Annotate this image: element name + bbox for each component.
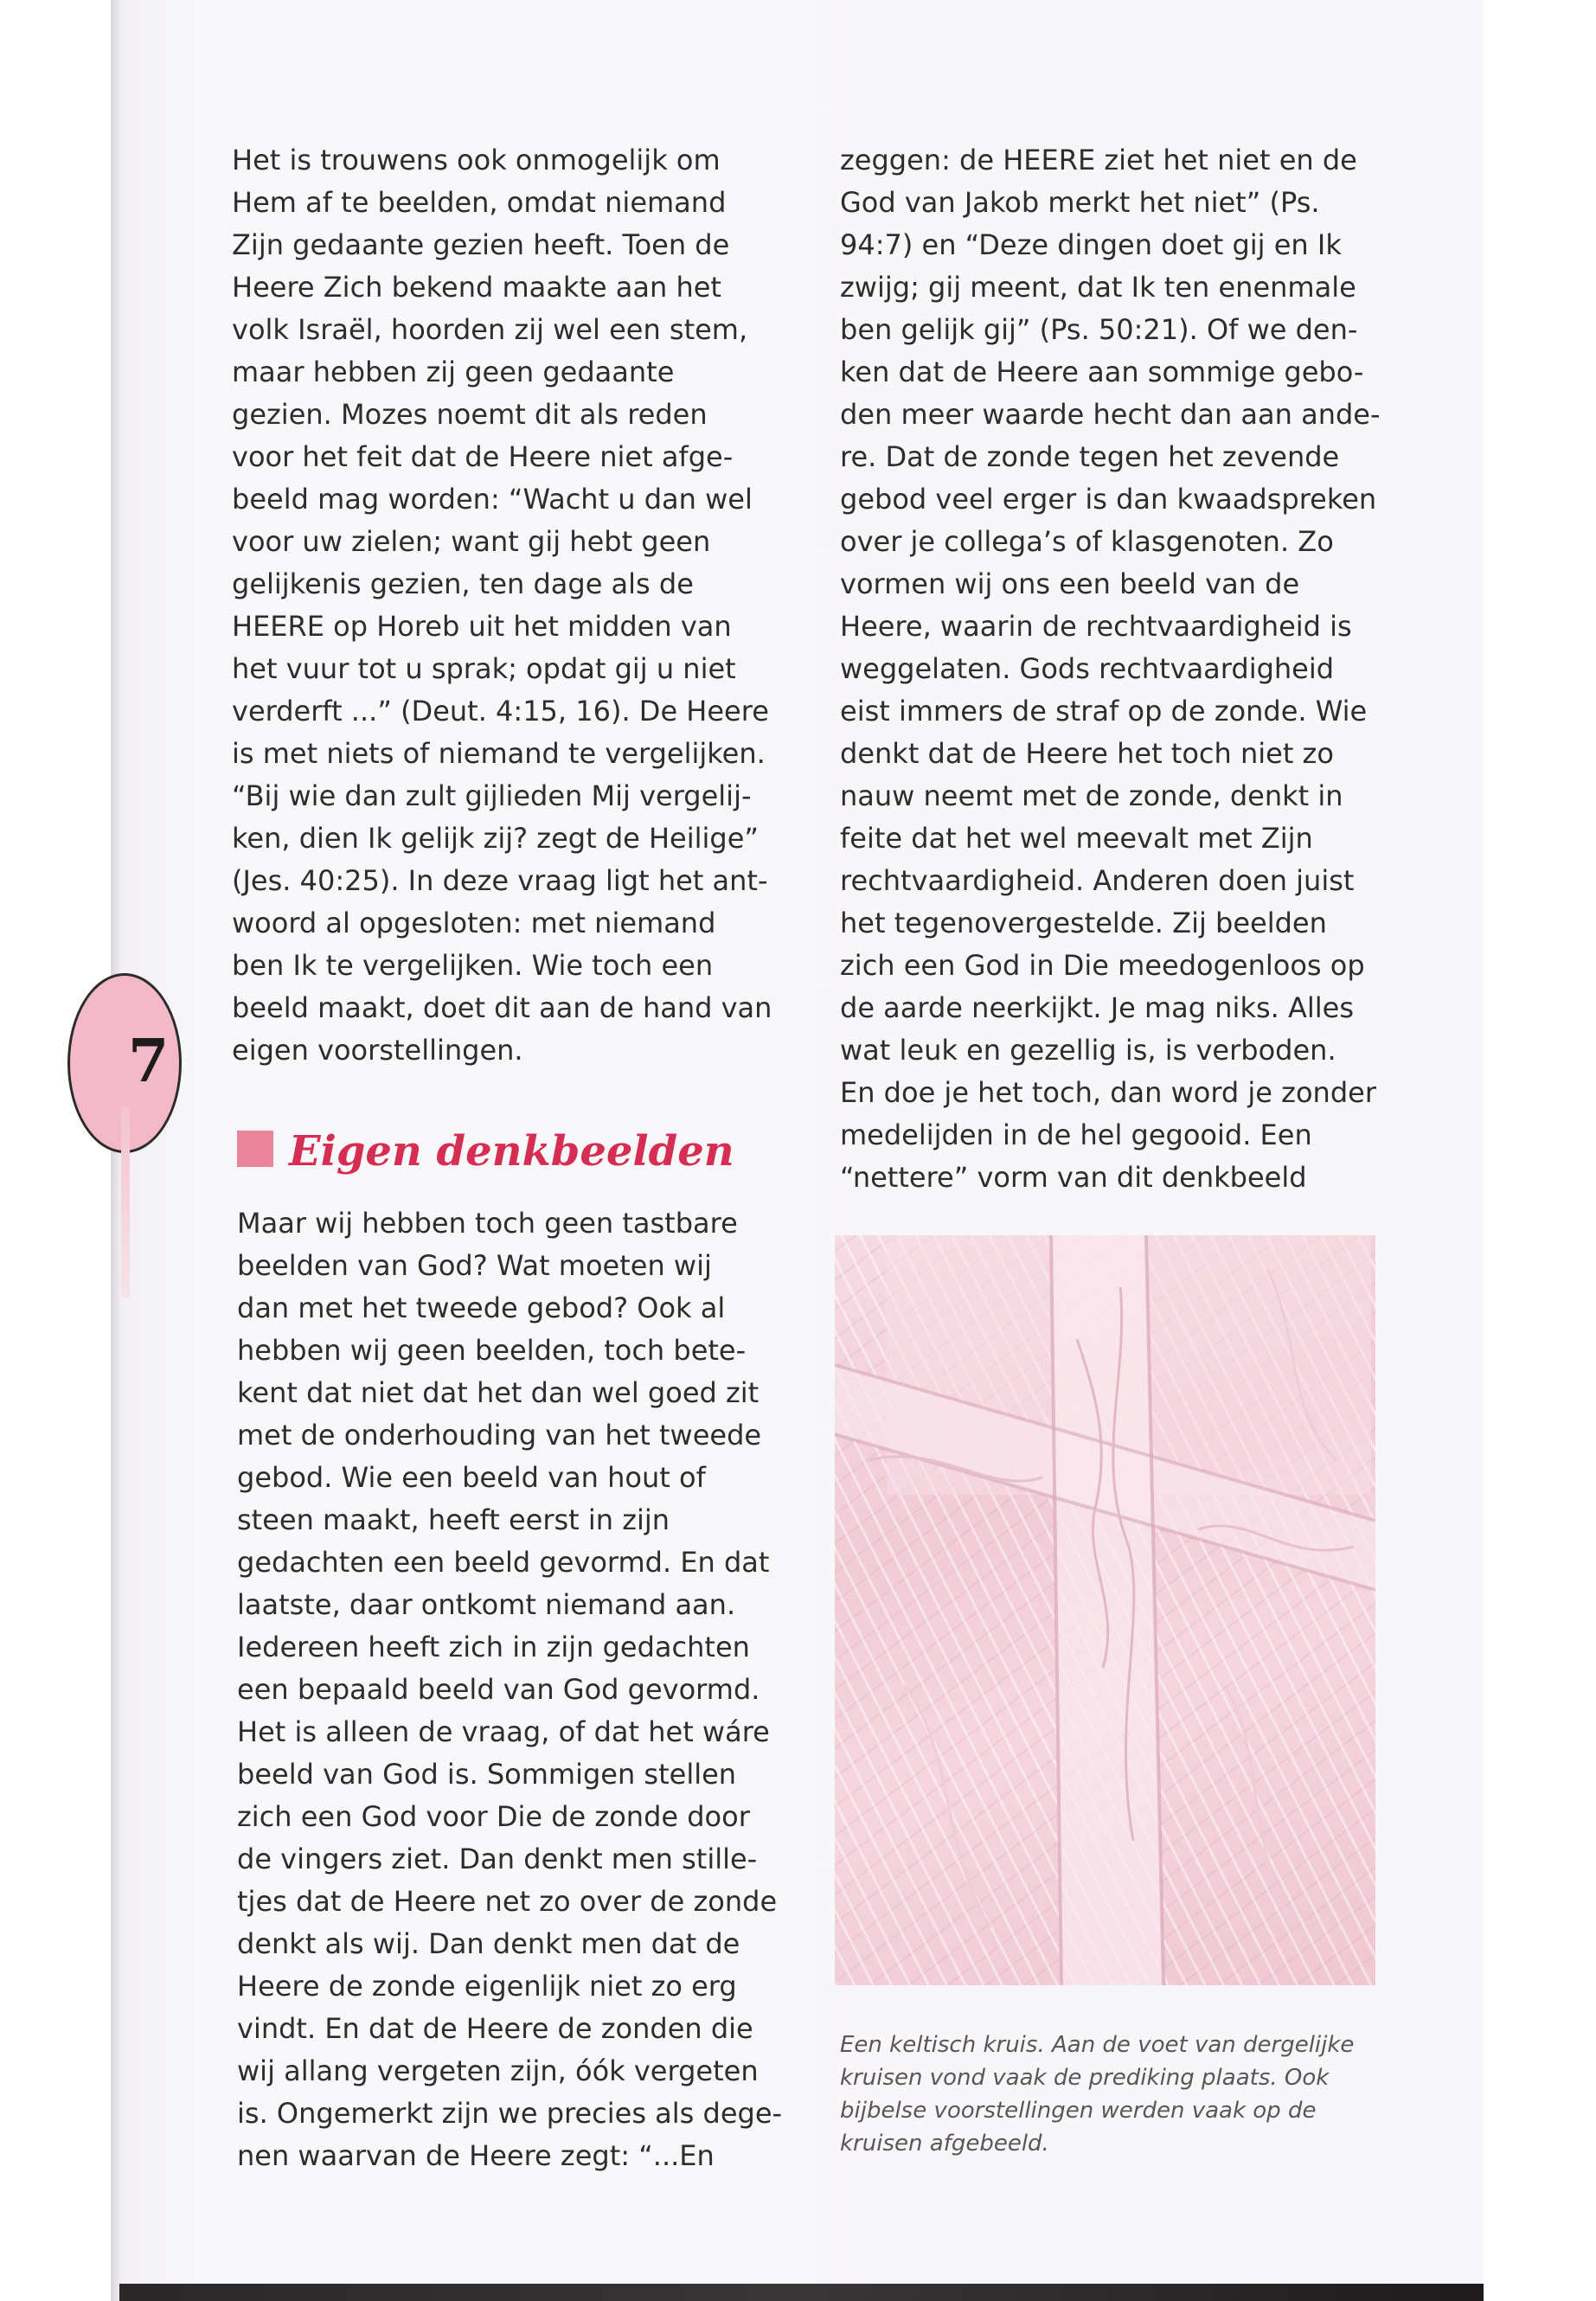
text-line: over je collega’s of klasgenoten. Zo — [840, 525, 1334, 558]
text-line: de aarde neerkijkt. Je mag niks. Alles — [840, 991, 1355, 1024]
text-line: met de onderhouding van het tweede — [237, 1419, 762, 1452]
caption-line: kruisen vond vaak de prediking plaats. Ook — [840, 2065, 1330, 2091]
text-line: beeld maakt, doet dit aan de hand van — [232, 991, 772, 1024]
page-number: 7 — [128, 1027, 170, 1096]
text-line: denkt als wij. Dan denkt men dat de — [237, 1927, 740, 1960]
text-line: Het is alleen de vraag, of dat het wáre — [237, 1715, 770, 1748]
heading-bullet-square — [237, 1131, 273, 1167]
text-line: medelijden in de hel gegooid. Een — [840, 1118, 1312, 1151]
text-line: (Jes. 40:25). In deze vraag ligt het ant- — [232, 864, 768, 897]
text-line: volk Israël, hoorden zij wel een stem, — [232, 313, 748, 346]
text-line: Maar wij hebben toch geen tastbare — [237, 1207, 738, 1240]
text-line: woord al opgesloten: met niemand — [232, 907, 716, 939]
text-line: Heere, waarin de rechtvaardigheid is — [840, 610, 1352, 643]
text-line: Hem af te beelden, omdat niemand — [232, 186, 727, 219]
right-column-text — [840, 139, 1394, 1199]
text-line: Het is trouwens ook onmogelijk om — [232, 144, 721, 176]
page-tab-mask — [0, 0, 55, 2301]
text-line: maar hebben zij geen gedaante — [232, 356, 675, 388]
text-line: rechtvaardigheid. Anderen doen juist — [840, 864, 1355, 897]
text-line: Heere de zonde eigenlijk niet zo erg — [237, 1970, 737, 2003]
text-line: vormen wij ons een beeld van de — [840, 567, 1300, 600]
text-line: den meer waarde hecht dan aan ande- — [840, 398, 1381, 431]
text-line: zich een God voor Die de zonde door — [237, 1800, 750, 1833]
text-line: beeld van God is. Sommigen stellen — [237, 1758, 737, 1791]
text-line: zeggen: de HEERE ziet het niet en de — [840, 144, 1357, 176]
text-line: re. Dat de zonde tegen het zevende — [840, 440, 1340, 473]
text-line: een bepaald beeld van God gevormd. — [237, 1673, 760, 1706]
text-line: nen waarvan de Heere zegt: “...En — [237, 2139, 715, 2172]
text-line: tjes dat de Heere net zo over de zonde — [237, 1885, 778, 1918]
text-line: denkt dat de Heere het toch niet zo — [840, 737, 1334, 770]
text-line: “nettere” vorm van dit denkbeeld — [840, 1161, 1307, 1194]
text-line: ben gelijk gij” (Ps. 50:21). Of we den- — [840, 313, 1358, 346]
caption-line: kruisen afgebeeld. — [840, 2131, 1049, 2157]
text-line: Heere Zich bekend maakte aan het — [232, 271, 721, 304]
text-line: wij allang vergeten zijn, óók vergeten — [237, 2054, 759, 2087]
text-line: verderft ...” (Deut. 4:15, 16). De Heere — [232, 695, 769, 727]
text-line: het vuur tot u sprak; opdat gij u niet — [232, 652, 736, 685]
text-line: dan met het tweede gebod? Ook al — [237, 1292, 726, 1324]
text-line: kent dat niet dat het dan wel goed zit — [237, 1376, 760, 1409]
text-line: beelden van God? Wat moeten wij — [237, 1249, 712, 1282]
text-line: beeld mag worden: “Wacht u dan wel — [232, 483, 753, 516]
text-line: Iedereen heeft zich in zijn gedachten — [237, 1631, 750, 1663]
section-heading — [237, 1120, 734, 1183]
text-line: eist immers de straf op de zonde. Wie — [840, 695, 1368, 727]
text-line: laatste, daar ontkomt niemand aan. — [237, 1588, 736, 1621]
book-bottom-edge — [119, 2284, 1484, 2301]
photo-caption — [840, 2029, 1394, 2160]
text-line: vindt. En dat de Heere de zonden die — [237, 2012, 753, 2045]
text-line: hebben wij geen beelden, toch bete- — [237, 1334, 747, 1367]
left-column-text-continued — [237, 1202, 791, 2177]
right-background — [1484, 0, 1596, 2301]
text-line: voor het feit dat de Heere niet afge- — [232, 440, 734, 473]
text-line: 94:7) en “Deze dingen doet gij en Ik — [840, 228, 1342, 261]
text-line: feite dat het wel meevalt met Zijn — [840, 822, 1313, 855]
text-line: zwijg; gij meent, dat Ik ten enenmale — [840, 271, 1356, 304]
text-line: de vingers ziet. Dan denkt men stille- — [237, 1843, 758, 1875]
text-line: ken dat de Heere aan sommige gebo- — [840, 356, 1364, 388]
text-line: is met niets of niemand te vergelijken. — [232, 737, 766, 770]
text-line: steen maakt, heeft eerst in zijn — [237, 1503, 670, 1536]
text-line: gedachten een beeld gevormd. En dat — [237, 1546, 770, 1579]
text-line: is. Ongemerkt zijn we precies als dege- — [237, 2097, 783, 2130]
text-line: het tegenovergestelde. Zij beelden — [840, 907, 1327, 939]
page-tab-strip — [121, 1107, 130, 1298]
text-line: weggelaten. Gods rechtvaardigheid — [840, 652, 1335, 685]
text-line: nauw neemt met de zonde, denkt in — [840, 779, 1343, 812]
cross-relief-icon — [835, 1235, 1375, 1985]
text-line: ken, dien Ik gelijk zij? zegt de Heilige” — [232, 822, 759, 855]
text-line: “Bij wie dan zult gijlieden Mij vergelij- — [232, 779, 752, 812]
celtic-cross-photo — [835, 1235, 1375, 1985]
text-line: gelijkenis gezien, ten dage als de — [232, 567, 694, 600]
section-heading-title: Eigen denkbeelden — [289, 1127, 734, 1176]
text-line: gezien. Mozes noemt dit als reden — [232, 398, 708, 431]
text-line: wat leuk en gezellig is, is verboden. — [840, 1034, 1336, 1067]
text-line: gebod. Wie een beeld van hout of — [237, 1461, 706, 1494]
caption-line: Een keltisch kruis. Aan de voet van dergelijke — [840, 2032, 1355, 2058]
text-line: voor uw zielen; want gij hebt geen — [232, 525, 711, 558]
caption-line: bijbelse voorstellingen werden vaak op de — [840, 2098, 1317, 2124]
text-line: Zijn gedaante gezien heeft. Toen de — [232, 228, 730, 261]
left-column-text — [232, 139, 785, 1072]
text-line: eigen voorstellingen. — [232, 1034, 523, 1067]
text-line: HEERE op Horeb uit het midden van — [232, 610, 732, 643]
text-line: God van Jakob merkt het niet” (Ps. — [840, 186, 1320, 219]
text-line: zich een God in Die meedogenloos op — [840, 949, 1365, 982]
text-line: En doe je het toch, dan word je zonder — [840, 1076, 1376, 1109]
text-line: ben Ik te vergelijken. Wie toch een — [232, 949, 714, 982]
text-line: gebod veel erger is dan kwaadspreken — [840, 483, 1377, 516]
